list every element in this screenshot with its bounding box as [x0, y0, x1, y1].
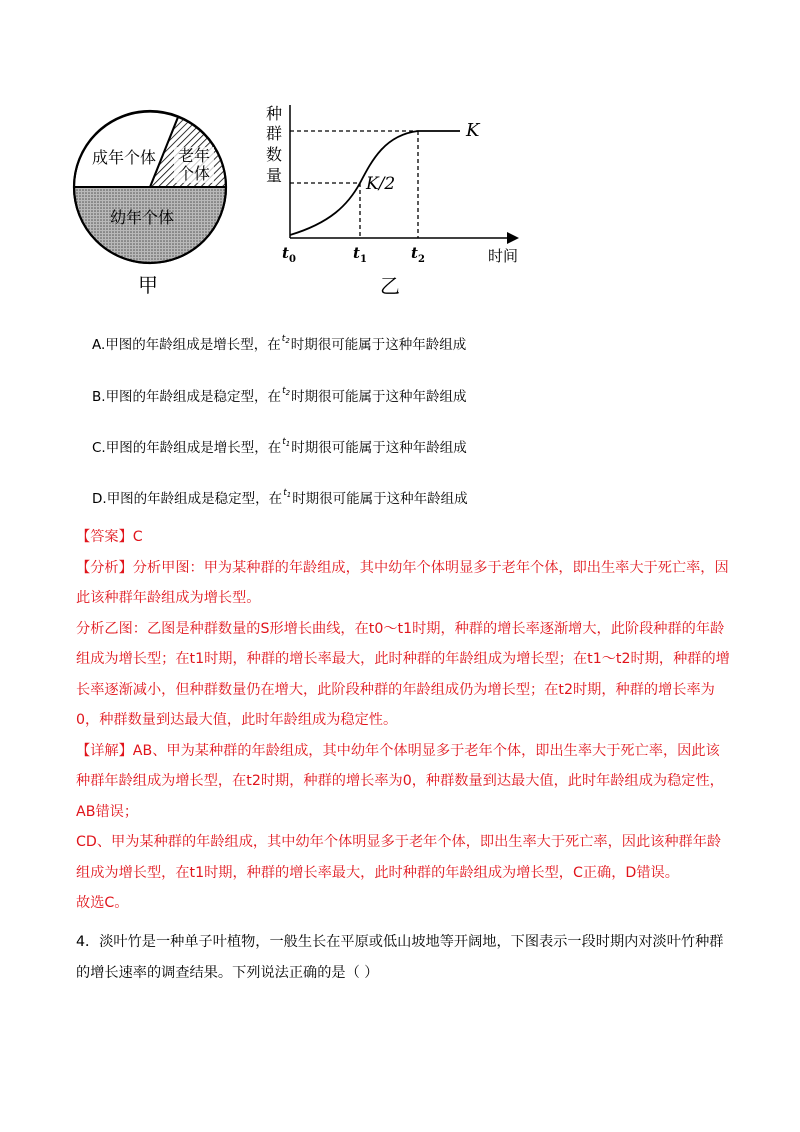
figure-yi-label: 乙	[380, 274, 400, 298]
x-axis-label: 时间	[488, 247, 519, 265]
y-axis-label-2: 群	[266, 124, 283, 143]
tick-t0: $t_0$	[282, 244, 296, 265]
y-axis-label-4: 量	[266, 166, 283, 185]
option-c: C.甲图的年龄组成是增长型，在$^{t_1}$时期很可能属于这种年龄组成	[92, 437, 467, 456]
answer-line: 【答案】C	[76, 529, 143, 545]
option-a: A.甲图的年龄组成是增长型，在$^{t_2}$时期很可能属于这种年龄组成	[92, 334, 467, 353]
figures-area	[70, 105, 530, 298]
y-axis-label-3: 数	[266, 145, 283, 164]
analysis-yi: 分析乙图：乙图是种群数量的S形增长曲线，在t0～t1时期，种群的增长率逐渐增大，此阶段种群的年龄组成为增长型；在t1时期，种群的增长率最大，此时种群的年龄组成为增长型；在t1～t2时期，种群的增长率逐渐减小，但种群数量仍在增大，此阶段种群的年龄组成仍为增长型；在t2时期，种群的增长率为0，种群数量到达最大值，此时年龄组成为稳定性。	[76, 620, 730, 728]
pie-label-adult: 成年个体	[92, 148, 157, 167]
age-structure-pie	[70, 105, 230, 295]
option-d: D.甲图的年龄组成是稳定型，在$^{t_1}$时期很可能属于这种年龄组成	[92, 488, 468, 507]
half-k-label: K/2	[366, 174, 396, 194]
option-b: B.甲图的年龄组成是稳定型，在$^{t_2}$时期很可能属于这种年龄组成	[92, 386, 467, 405]
k-label: K	[466, 120, 480, 141]
answer-section	[76, 522, 730, 919]
pie-label-elderly: 老年个体	[174, 147, 214, 183]
figure-jia-label: 甲	[138, 273, 158, 297]
analysis-jia: 【分析】分析甲图：甲为某种群的年龄组成，其中幼年个体明显多于老年个体，即出生率大于死亡率，因此该种群年龄组成为增长型。	[76, 559, 729, 606]
pie-label-juvenile: 幼年个体	[110, 208, 175, 227]
y-axis-label-1: 种	[266, 105, 283, 123]
detail-cd: CD、甲为某种群的年龄组成，其中幼年个体明显多于老年个体，即出生率大于死亡率，因此该种群年龄组成为增长型，在t1时期，种群的增长率最大，此时种群的年龄组成为增长型，C正确，D错误。	[76, 834, 722, 881]
question-4	[76, 927, 730, 988]
detail-ab: 【详解】AB、甲为某种群的年龄组成，其中幼年个体明显多于老年个体，即出生率大于死亡率，因此该种群年龄组成为增长型，在t2时期，种群的增长率为0，种群数量到达最大值，此时年龄组成为稳定性，AB错误；	[76, 742, 724, 820]
tick-t2: $t_2$	[411, 244, 425, 265]
conclusion: 故选C。	[76, 895, 129, 911]
tick-t1: $t_1$	[353, 244, 367, 265]
s-curve-chart	[260, 105, 530, 295]
question-4-text: 4．淡叶竹是一种单子叶植物，一般生长在平原或低山坡地等开阔地，下图表示一段时期内对淡叶竹种群的增长速率的调查结果。下列说法正确的是（ ）	[76, 934, 724, 981]
